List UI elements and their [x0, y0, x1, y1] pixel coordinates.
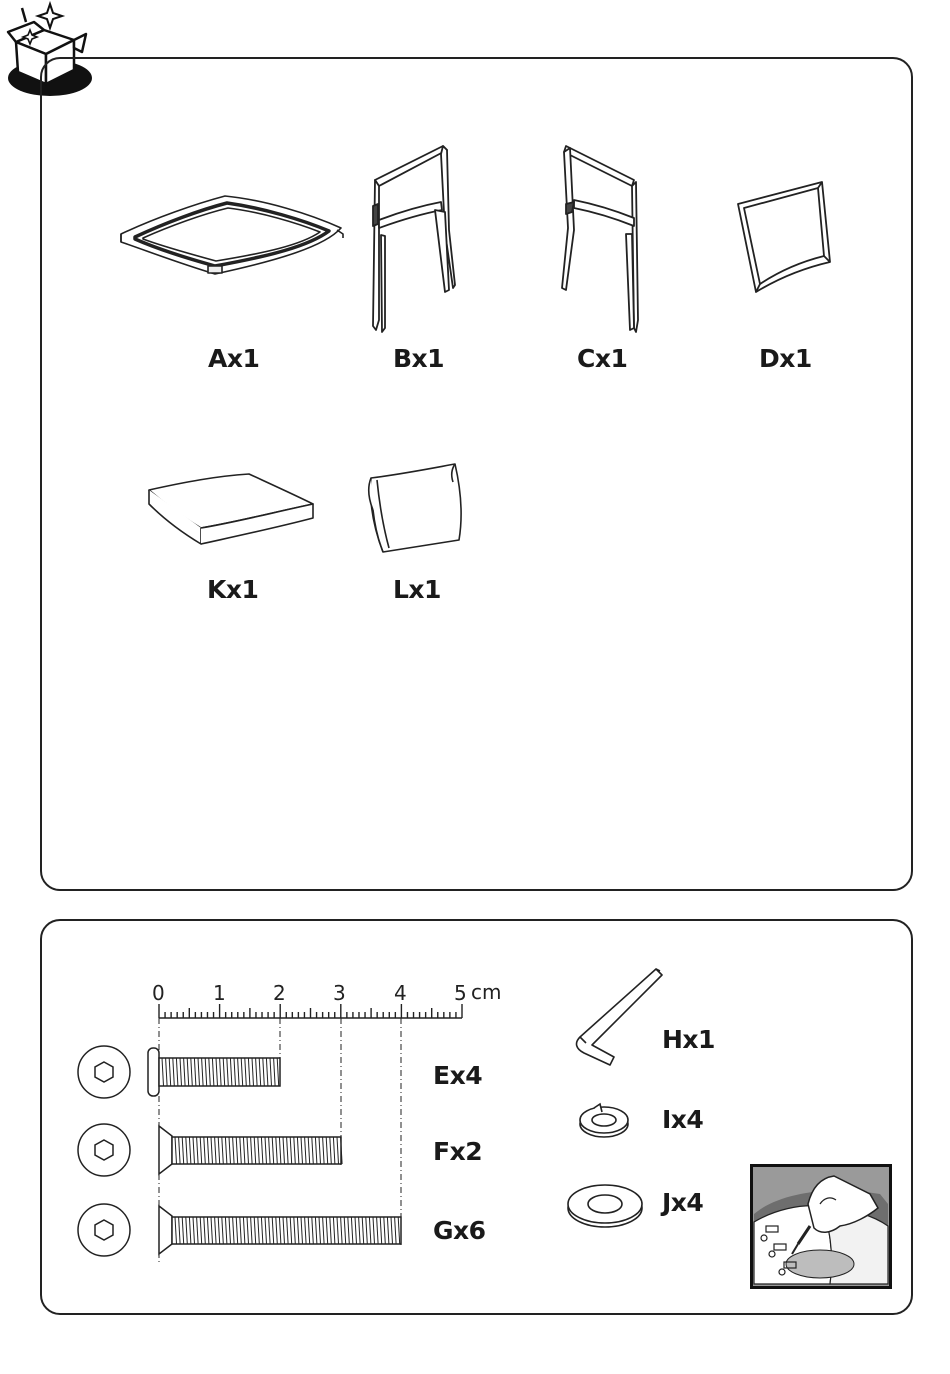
tighten-bolt-tip-icon — [750, 1164, 892, 1289]
ruler-tick-0: 0 — [152, 981, 165, 1005]
back-cushion-icon — [363, 460, 467, 554]
ruler-tick-1: 1 — [213, 981, 226, 1005]
ruler-unit: cm — [471, 980, 502, 1004]
back-panel-icon — [734, 178, 838, 296]
hex-socket-head-g — [78, 1204, 130, 1256]
left-leg-backrest-frame-icon — [365, 140, 465, 335]
countersunk-bolt-icon — [159, 1206, 401, 1254]
spring-washer-icon — [576, 1098, 632, 1142]
bolt-label-e: Ex4 — [433, 1061, 483, 1090]
ruler-tick-5: 5 — [454, 981, 467, 1005]
bolt-label-f: Fx2 — [433, 1137, 483, 1166]
part-label-b: Bx1 — [393, 344, 445, 373]
ruler-tick-3: 3 — [333, 981, 346, 1005]
part-label-a: Ax1 — [208, 344, 260, 373]
bolt-label-g: Gx6 — [433, 1216, 486, 1245]
hex-socket-head-f — [78, 1124, 130, 1176]
allen-key-icon — [566, 965, 670, 1070]
part-label-k: Kx1 — [207, 575, 259, 604]
flat-washer-icon — [564, 1180, 646, 1230]
ruler-and-bolts — [0, 1000, 483, 1270]
part-label-d: Dx1 — [759, 344, 812, 373]
seat-frame-icon — [115, 190, 347, 282]
hex-socket-head-e — [78, 1046, 130, 1098]
countersunk-bolt-icon — [159, 1126, 342, 1174]
right-leg-backrest-frame-icon — [548, 140, 648, 335]
round-head-bolt-icon — [148, 1048, 280, 1096]
ruler-tick-4: 4 — [394, 981, 407, 1005]
ruler-icon — [159, 1004, 462, 1018]
part-label-l: Lx1 — [393, 575, 441, 604]
hardware-label-j: Jx4 — [662, 1188, 704, 1217]
ruler-tick-2: 2 — [273, 981, 286, 1005]
hardware-label-i: Ix4 — [662, 1105, 704, 1134]
hardware-label-h: Hx1 — [662, 1025, 715, 1054]
seat-cushion-icon — [145, 472, 320, 548]
part-label-c: Cx1 — [577, 344, 628, 373]
